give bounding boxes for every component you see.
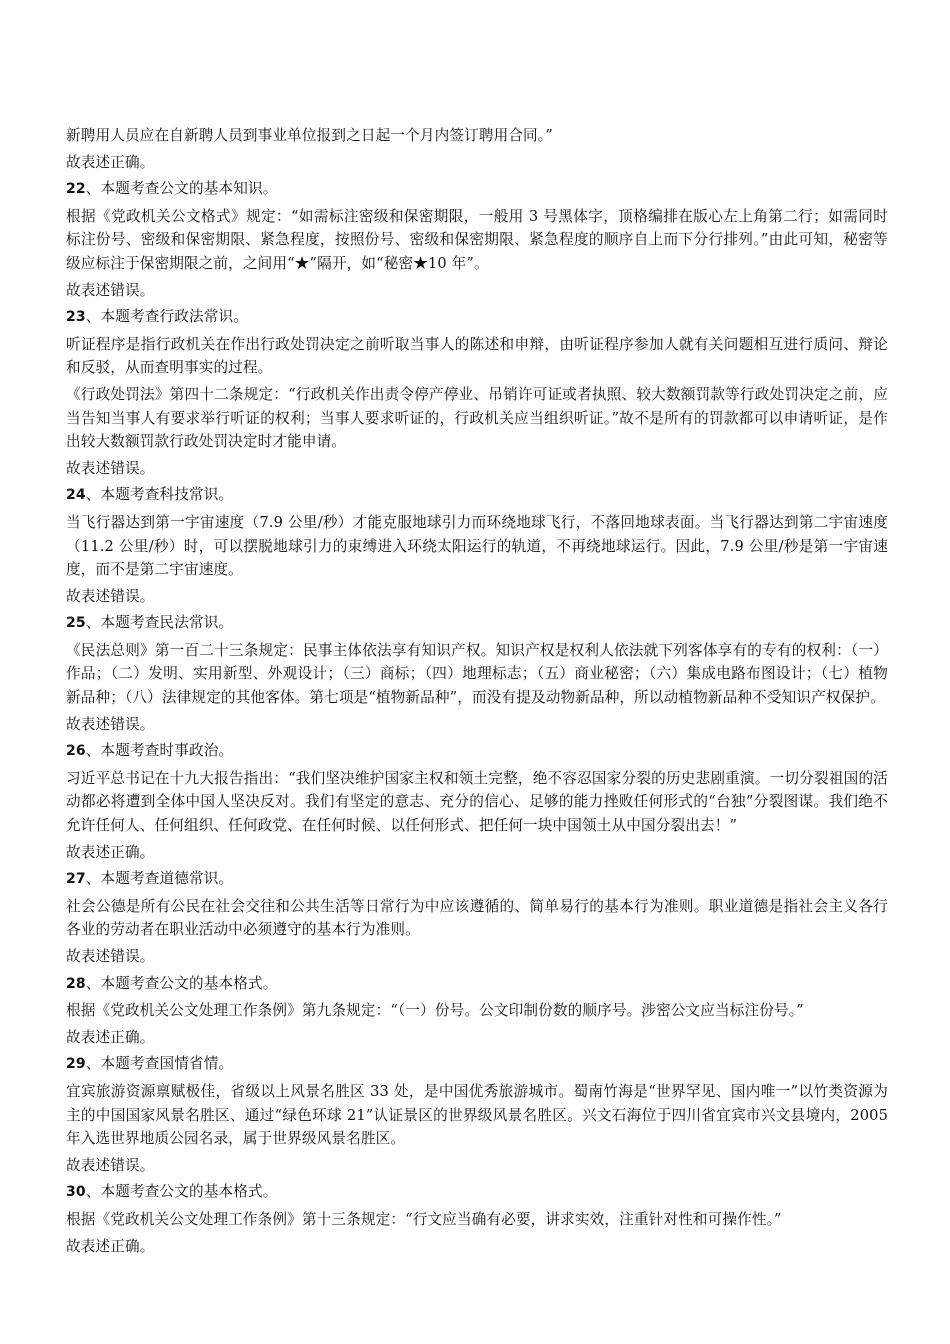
paragraph: 新聘用人员应在自新聘人员到事业单位报到之日起一个月内签订聘用合同。” <box>66 127 553 144</box>
paragraph: 故表述错误。 <box>66 715 155 733</box>
paragraph: 根据《党政机关公文格式》规定：“如需标注密级和保密期限，一般用 3 号黑体字，顶格编排在版心左上角第二行；如需同时标注份号、密级和保密期限、紧急程度，按照份号、密级和保密期限、紧急程度的顺序自上而下分行排列。”由此可知，秘密等级应标注于保密期限之前，之间用“★”隔开，如“秘密★10 年”。 <box>66 207 888 272</box>
question-number: 29 <box>66 1056 86 1073</box>
paragraph: 听证程序是指行政机关在作出行政处罚决定之前听取当事人的陈述和申辩，由听证程序参加人就有关问题相互进行质问、辩论和反驳，从而查明事实的过程。 <box>66 335 888 377</box>
paragraph: 当飞行器达到第一宇宙速度（7.9 公里/秒）才能克服地球引力而环绕地球飞行，不落回地球表面。当飞行器达到第二宇宙速度（11.2 公里/秒）时，可以摆脱地球引力的束缚进入环绕太阳运行的轨道，不再绕地球运行。因此，7.9 公里/秒是第一宇宙速度，而不是第二宇宙速度。 <box>66 513 888 579</box>
question-number: 26 <box>66 743 86 760</box>
document-page <box>66 124 888 1261</box>
paragraph: 宜宾旅游资源禀赋极佳，省级以上风景名胜区 33 处，是中国优秀旅游城市。蜀南竹海是“世界罕见、国内唯一”以竹类资源为主的中国国家风景名胜区、通过“绿色环球 21”认证景区的世界级风景名胜区。兴文石海位于四川省宜宾市兴文县境内，2005 年入选世界地质公园名录，属于世界级风景名胜区。 <box>66 1082 888 1148</box>
question-topic: 、本题考查民法常识。 <box>85 614 234 632</box>
paragraph: 故表述错误。 <box>66 281 155 299</box>
question-topic: 、本题考查科技常识。 <box>85 486 234 504</box>
paragraph: 故表述正确。 <box>66 153 155 171</box>
question-topic: 、本题考查行政法常识。 <box>85 308 248 326</box>
question-heading <box>66 611 888 636</box>
question-heading <box>66 739 888 764</box>
question-heading <box>66 972 888 997</box>
question-number: 30 <box>66 1184 86 1201</box>
paragraph: 《行政处罚法》第四十二条规定：“行政机关作出责令停产停业、吊销许可证或者执照、较大数额罚款等行政处罚决定之前，应当告知当事人有要求举行听证的权利；当事人要求听证的，行政机关应当组织听证。”故不是所有的罚款都可以申请听证，是作出较大数额罚款行政处罚决定时才能申请。 <box>66 385 888 451</box>
question-number: 28 <box>66 975 86 992</box>
question-heading <box>66 1052 888 1077</box>
paragraph: 《民法总则》第一百二十三条规定：民事主体依法享有知识产权。知识产权是权利人依法就下列客体享有的专有的权利：（一）作品；（二）发明、实用新型、外观设计；（三）商标；（四）地理标志；（五）商业秘密；（六）集成电路布图设计；（七）植物新品种；（八）法律规定的其他客体。第七项是“植物新品种”，而没有提及动物新品种，所以动植物新品种不受知识产权保护。 <box>66 641 888 707</box>
paragraph: 故表述错误。 <box>66 459 155 477</box>
question-number: 22 <box>66 181 86 198</box>
question-topic: 、本题考查国情省情。 <box>85 1055 234 1073</box>
question-number: 27 <box>66 871 86 888</box>
paragraph: 根据《党政机关公文处理工作条例》第九条规定：“（一）份号。公文印制份数的顺序号。涉密公文应当标注份号。” <box>66 1002 804 1020</box>
paragraph: 社会公德是所有公民在社会交往和公共生活等日常行为中应该遵循的、简单易行的基本行为准则。职业道德是指社会主义各行各业的劳动者在职业活动中必须遵守的基本行为准则。 <box>66 897 888 939</box>
question-heading <box>66 483 888 508</box>
paragraph: 故表述错误。 <box>66 587 155 605</box>
question-number: 24 <box>66 487 86 504</box>
paragraph: 故表述错误。 <box>66 1156 155 1174</box>
question-topic: 、本题考查公文的基本知识。 <box>85 180 278 198</box>
question-heading <box>66 1180 888 1205</box>
question-number: 23 <box>66 309 86 326</box>
question-topic: 、本题考查公文的基本格式。 <box>85 1183 278 1201</box>
question-topic: 、本题考查时事政治。 <box>85 742 234 760</box>
question-topic: 、本题考查公文的基本格式。 <box>85 974 278 992</box>
question-number: 25 <box>66 615 86 632</box>
paragraph: 习近平总书记在十九大报告指出：“我们坚决维护国家主权和领土完整，绝不容忍国家分裂的历史悲剧重演。一切分裂祖国的活动都必将遭到全体中国人坚决反对。我们有坚定的意志、充分的信心、足够的能力挫败任何形式的“台独”分裂图谋。我们绝不允许任何人、任何组织、任何政党、在任何时候、以任何形式、把任何一块中国领土从中国分裂出去！” <box>66 769 888 835</box>
paragraph: 故表述错误。 <box>66 948 155 965</box>
question-topic: 、本题考查道德常识。 <box>85 870 234 888</box>
paragraph: 根据《党政机关公文处理工作条例》第十三条规定：“行文应当确有必要，讲求实效，注重针对性和可操作性。” <box>66 1210 782 1228</box>
paragraph: 故表述正确。 <box>66 1028 155 1046</box>
question-heading <box>66 867 888 892</box>
paragraph: 故表述正确。 <box>66 1237 155 1255</box>
paragraph: 故表述正确。 <box>66 843 155 861</box>
question-heading <box>66 177 888 202</box>
question-heading <box>66 305 888 330</box>
